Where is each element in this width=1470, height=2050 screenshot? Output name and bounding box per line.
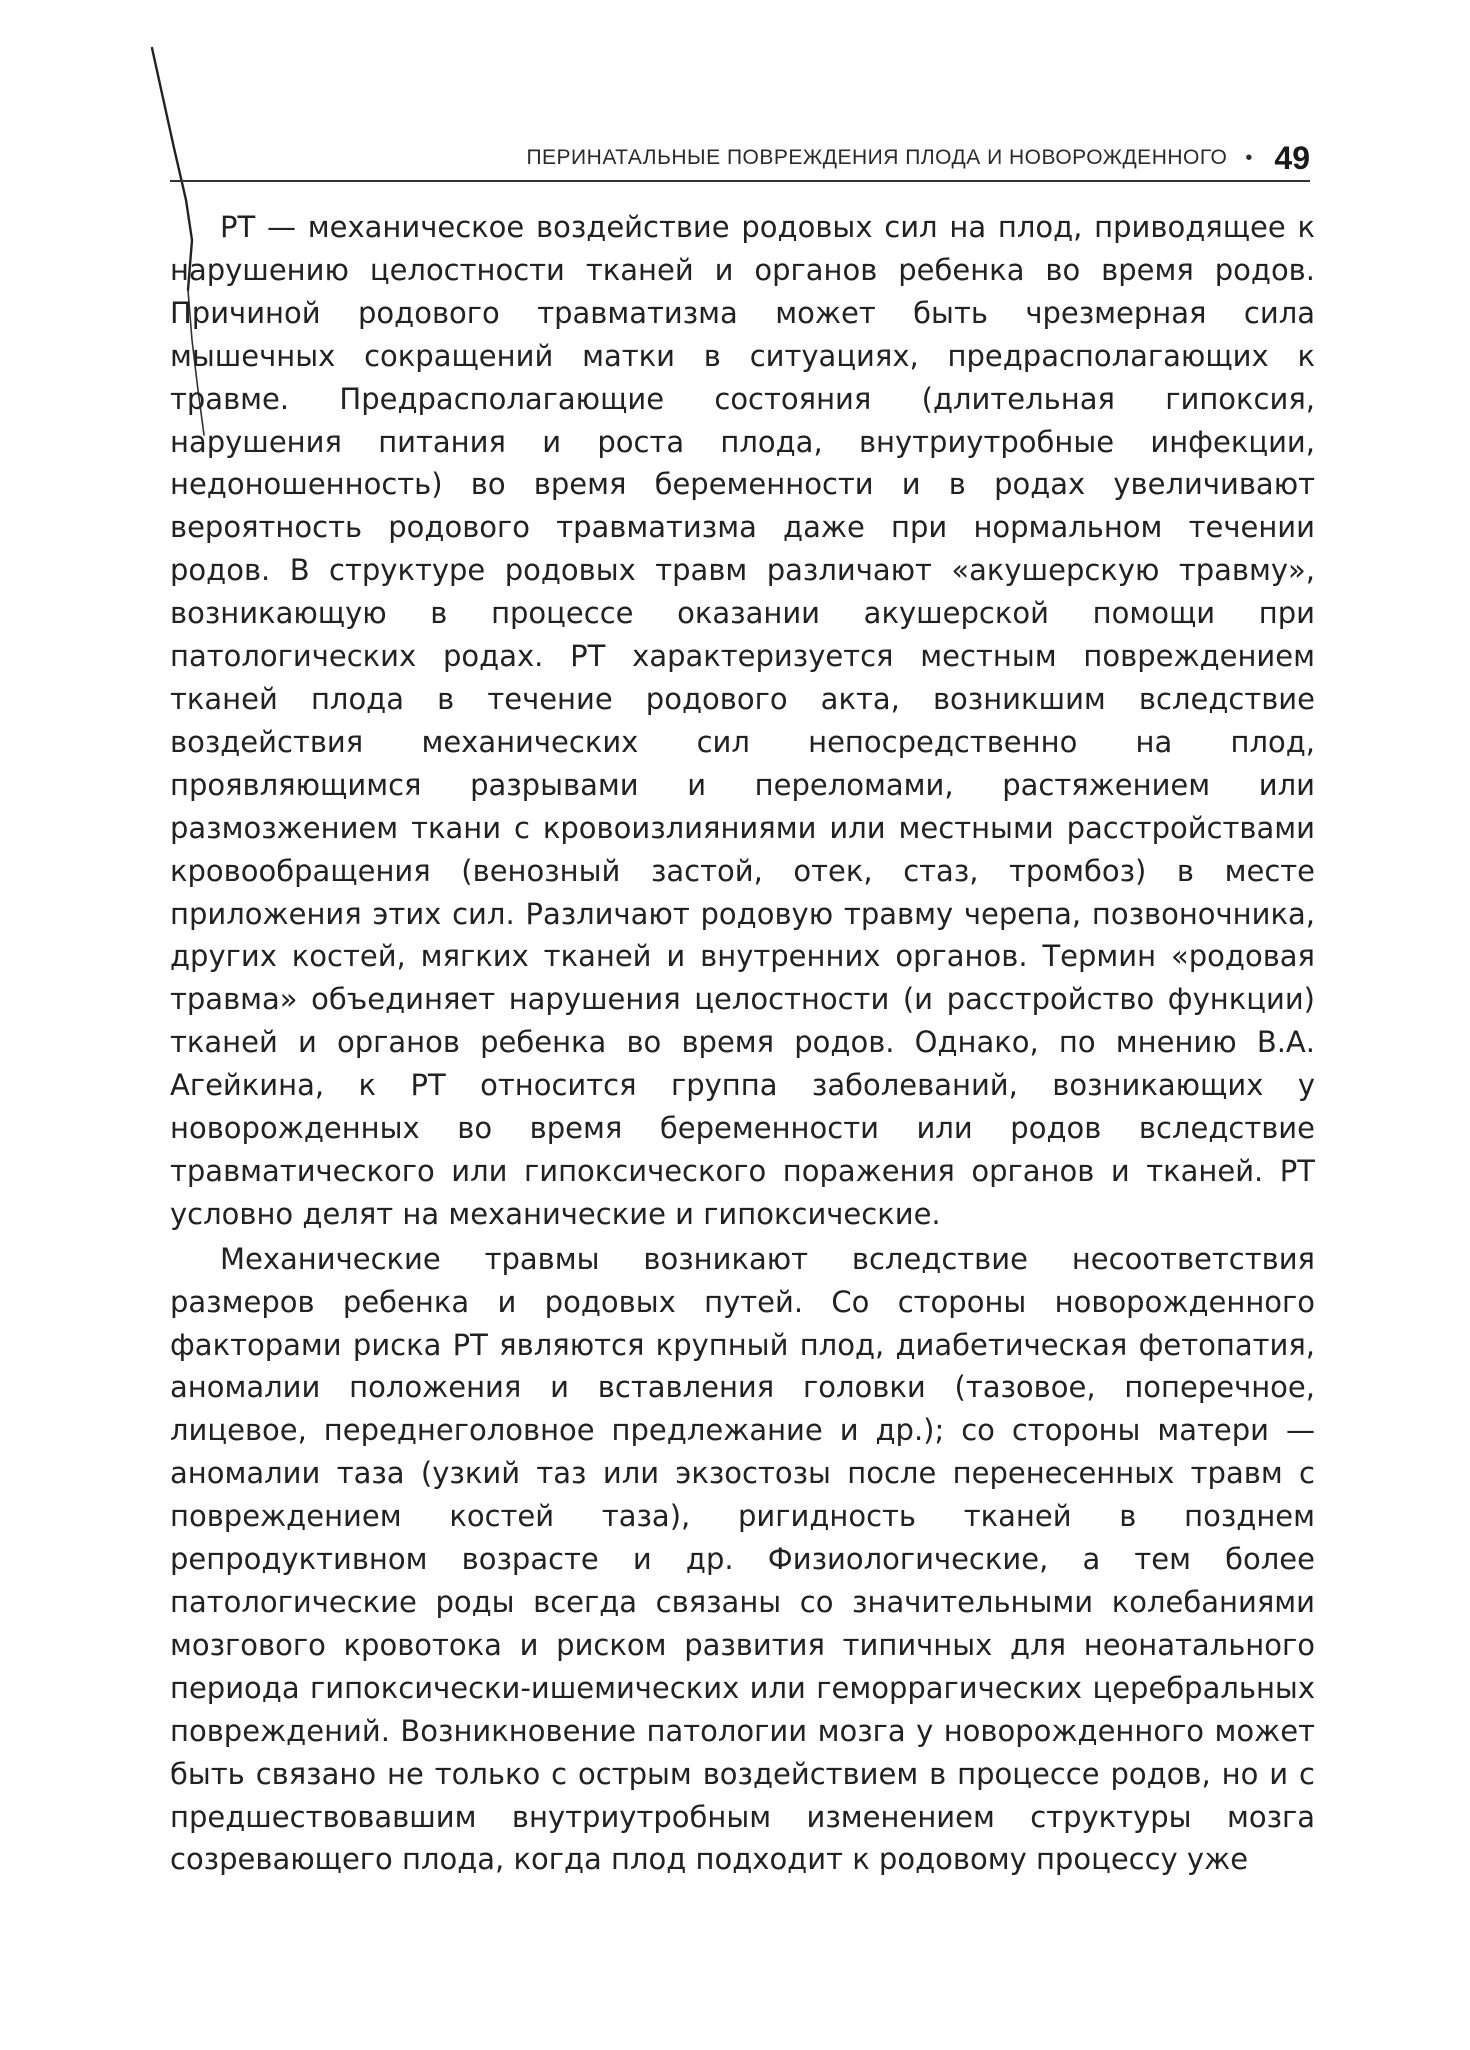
page-number: 49 [1274, 139, 1310, 176]
header-rule [170, 180, 1310, 182]
paragraph-1: РТ — механическое воздействие родовых сил на плод, приводящее к нарушению целостности тканей и органов ребенка во время родов. Причиной родового травматизма может быть чрезмерная сила мышечных сокращений матки в ситуациях, предрасполагающих к травме. Предрасполагающие состояния (длительная гипоксия, нарушения питания и роста плода, внутриутробные инфекции, недоношенность) во время беременности и в родах увеличивают вероятность родового травматизма даже при нормальном течении родов. В структуре родовых травм различают «акушерскую травму», возникающую в процессе оказании акушерской помощи при патологических родах. РТ характеризуется местным повреждением тканей плода в течение родового акта, возникшим вследствие воздействия механических сил непосредственно на плод, проявляющимся разрывами и переломами, растяжением или размозжением ткани с кровоизлияниями или местными расстройствами кровообращения (венозный застой, отек, стаз, тромбоз) в месте приложения этих сил. Различают родовую травму черепа, позвоночника, других костей, мягких тканей и внутренних органов. Термин «родовая травма» объединяет нарушения целостности (и расстройство функции) тканей и органов ребенка во время родов. Однако, по мнению В.А. Агейкина, к РТ относится группа заболеваний, возникающих у новорожденных во время беременности или родов вследствие травматического или гипоксического поражения органов и тканей. РТ условно делят на механические и гипоксические. [170, 210, 1315, 1231]
header-bullet: • [1245, 146, 1253, 169]
running-title: ПЕРИНАТАЛЬНЫЕ ПОВРЕЖДЕНИЯ ПЛОДА И НОВОРОЖДЕННОГО [526, 146, 1228, 169]
body-text [170, 206, 1315, 1881]
paragraph-2: Механические травмы возникают вследствие несоответствия размеров ребенка и родовых путей. Со стороны новорожденного факторами риска РТ являются крупный плод, диабетическая фетопатия, аномалии положения и вставления головки (тазовое, поперечное, лицевое, переднеголовное предлежание и др.); со стороны матери — аномалии таза (узкий таз или экзостозы после перенесенных травм с повреждением костей таза), ригидность тканей в позднем репродуктивном возрасте и др. Физиологические, а тем более патологические роды всегда связаны со значительными колебаниями мозгового кровотока и риском развития типичных для неонатального периода гипоксически-ишемических или геморрагических церебральных повреждений. Возникновение патологии мозга у новорожденного может быть связано не только с острым воздействием в процессе родов, но и с предшествовавшим внутриутробным изменением структуры мозга созревающего плода, когда плод подходит к родовому процессу уже [170, 1241, 1315, 1877]
running-header [170, 140, 1310, 176]
